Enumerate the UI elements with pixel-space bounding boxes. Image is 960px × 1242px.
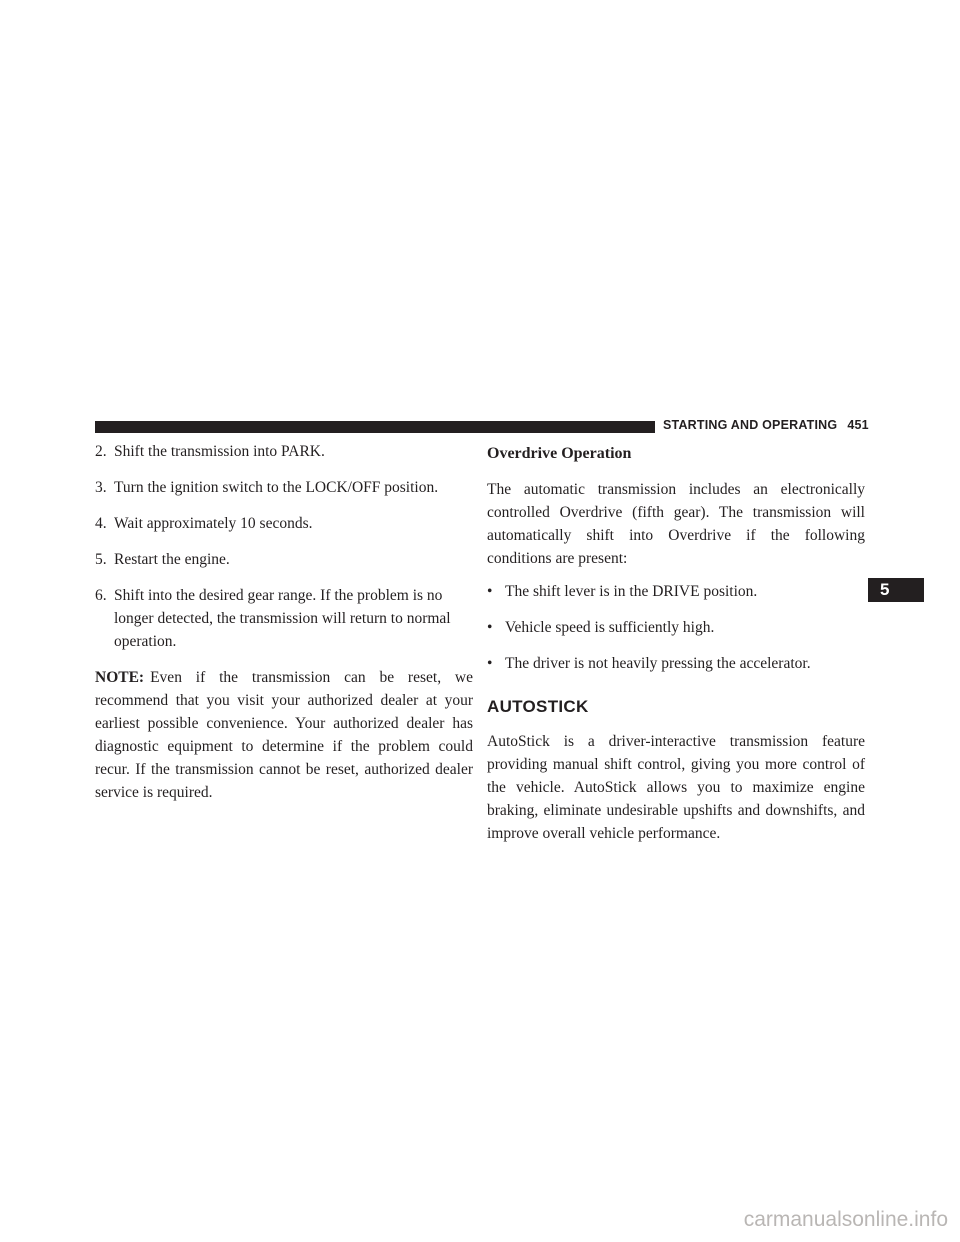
note-text: Even if the transmission can be reset, we recommend that you visit your authorized dealer at your earliest possible convenience. Your authorized dealer has diagnostic equipment to determine if the problem could recur. If the transmission cannot be reset, authorized dealer service is required.: [95, 669, 473, 801]
list-item: [487, 652, 865, 675]
step-item: [95, 584, 473, 653]
step-item: [95, 512, 473, 535]
step-item: [95, 548, 473, 571]
step-text: Restart the engine.: [114, 551, 230, 568]
step-number: 6.: [95, 587, 107, 604]
left-column: [95, 440, 473, 820]
overdrive-heading: Overdrive Operation: [487, 445, 632, 462]
step-text: Shift into the desired gear range. If the problem is no longer detected, the transmission will return to normal operation.: [114, 587, 451, 650]
section-title: STARTING AND OPERATING: [663, 418, 838, 432]
watermark: carmanualsonline.info: [743, 1208, 948, 1231]
note-paragraph: [95, 666, 473, 804]
bullet-icon: •: [487, 619, 493, 636]
list-item: [487, 616, 865, 639]
bullet-icon: •: [487, 583, 493, 600]
bullet-icon: •: [487, 655, 493, 672]
step-number: 3.: [95, 479, 107, 496]
page-number: 451: [847, 418, 869, 432]
autostick-paragraph: AutoStick is a driver-interactive transmission feature providing manual shift control, giving you more control of the vehicle. AutoStick allows you to maximize engine braking, eliminate undesirable upshifts and downshifts, and improve overall vehicle performance.: [487, 733, 865, 842]
list-item-text: Vehicle speed is sufficiently high.: [505, 619, 715, 636]
overdrive-intro: The automatic transmission includes an electronically controlled Overdrive (fifth gear). The transmission will automatically shift into Overdrive if the following conditions are present:: [487, 481, 865, 567]
note-label: NOTE:: [95, 669, 145, 686]
step-text: Shift the transmission into PARK.: [114, 443, 325, 460]
right-column: [487, 440, 865, 845]
step-text: Turn the ignition switch to the LOCK/OFF position.: [114, 479, 439, 496]
condition-list: [487, 580, 865, 675]
header-rule: [95, 421, 655, 433]
running-header: [663, 418, 869, 432]
list-item-text: The driver is not heavily pressing the accelerator.: [505, 655, 811, 672]
chapter-tab: 5: [868, 578, 924, 602]
step-number: 5.: [95, 551, 107, 568]
step-number: 2.: [95, 443, 107, 460]
autostick-heading: AUTOSTICK: [487, 697, 589, 716]
step-item: [95, 440, 473, 463]
step-number: 4.: [95, 515, 107, 532]
list-item-text: The shift lever is in the DRIVE position.: [505, 583, 758, 600]
list-item: [487, 580, 865, 603]
step-item: [95, 476, 473, 499]
step-text: Wait approximately 10 seconds.: [114, 515, 313, 532]
